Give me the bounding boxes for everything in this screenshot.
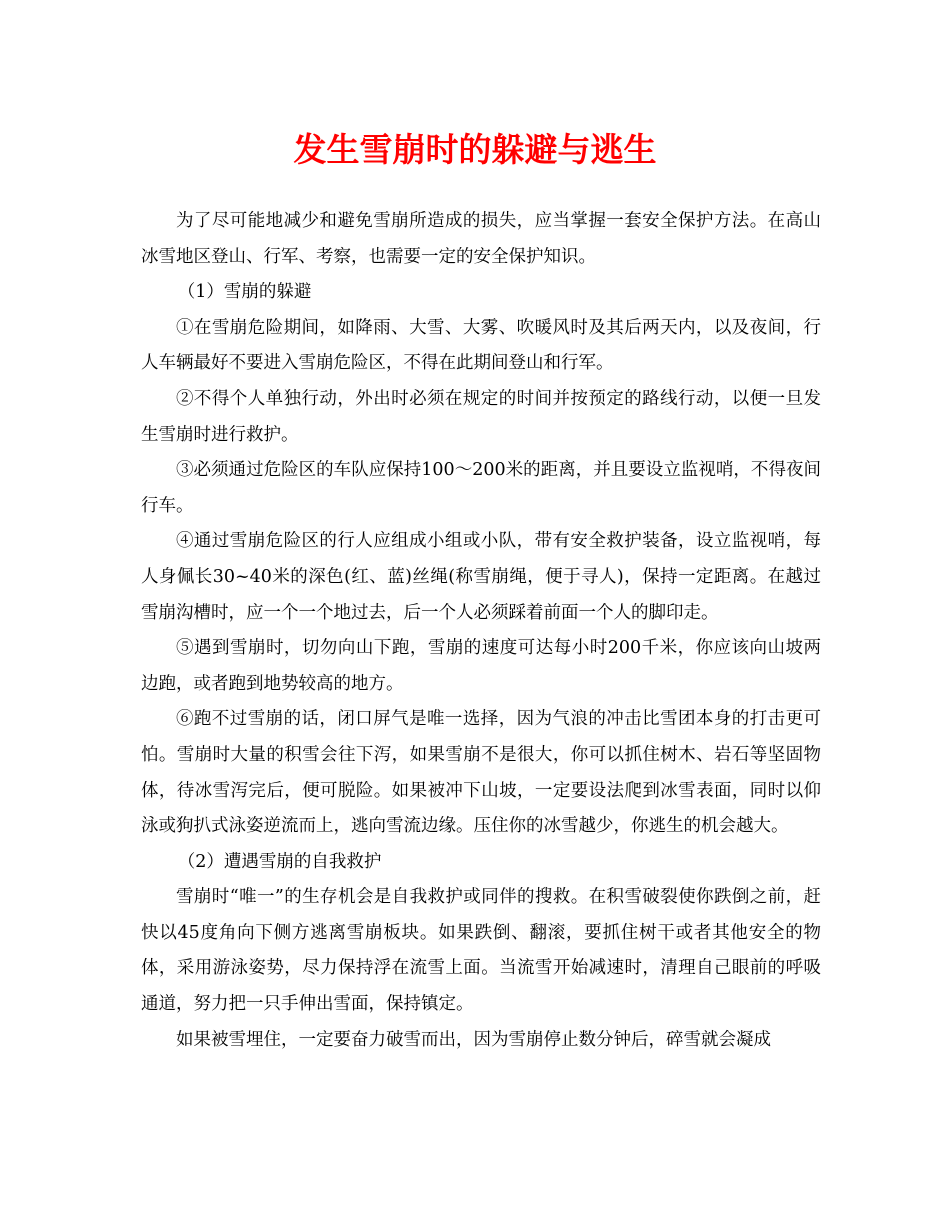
paragraph-item-4: ④通过雪崩危险区的行人应组成小组或小队，带有安全救护装备，设立监视哨，每人身佩长30~40米的深色(红、蓝)丝绳(称雪崩绳，便于寻人)，保持一定距离。在越过雪崩沟槽时，应一个一个地过去，后一个人必须踩着前面一个人的脚印走。 (141, 531, 821, 623)
section-heading-avoidance: （1）雪崩的躲避 (177, 282, 312, 303)
paragraph-item-2: ②不得个人单独行动，外出时必须在规定的时间并按预定的路线行动，以便一旦发生雪崩时进行救护。 (141, 388, 821, 445)
paragraph-intro: 为了尽可能地减少和避免雪崩所造成的损失，应当掌握一套安全保护方法。在高山冰雪地区登山、行军、考察，也需要一定的安全保护知识。 (141, 211, 821, 267)
paragraph-item-6: ⑥跑不过雪崩的话，闭口屏气是唯一选择，因为气浪的冲击比雪团本身的打击更可怕。雪崩时大量的积雪会往下泻，如果雪崩不是很大，你可以抓住树木、岩石等坚固物体，待冰雪泻完后，便可脱险。如果被冲下山坡，一定要设法爬到冰雪表面，同时以仰泳或狗扒式泳姿逆流而上，逃向雪流边缘。压住你的冰雪越少，你逃生的机会越大。 (141, 709, 821, 837)
paragraph-item-1: ①在雪崩危险期间，如降雨、大雪、大雾、吹暖风时及其后两天内，以及夜间，行人车辆最好不要进入雪崩危险区，不得在此期间登山和行军。 (141, 317, 821, 374)
paragraph-self-rescue: 雪崩时“唯一”的生存机会是自我救护或同伴的搜救。在积雪破裂使你跌倒之前，赶快以45度角向下侧方逃离雪崩板块。如果跌倒、翻滚，要抓住树干或者其他安全的物体，采用游泳姿势，尽力保持浮在流雪上面。当流雪开始减速时，清理自己眼前的呼吸通道，努力把一只手伸出雪面，保持镇定。 (141, 887, 821, 1015)
document-title: 发生雪崩时的躲避与逃生 (293, 130, 657, 169)
paragraph-item-3: ③必须通过危险区的车队应保持100～200米的距离，并且要设立监视哨，不得夜间行车。 (141, 460, 821, 516)
paragraph-buried: 如果被雪埋住，一定要奋力破雪而出，因为雪崩停止数分钟后，碎雪就会凝成 (176, 1029, 771, 1050)
paragraph-item-5: ⑤遇到雪崩时，切勿向山下跑，雪崩的速度可达每小时200千米，你应该向山坡两边跑，或者跑到地势较高的地方。 (141, 638, 821, 694)
document-body (141, 204, 821, 1058)
section-heading-self-rescue: （2）遭遇雪崩的自我救护 (177, 851, 382, 872)
